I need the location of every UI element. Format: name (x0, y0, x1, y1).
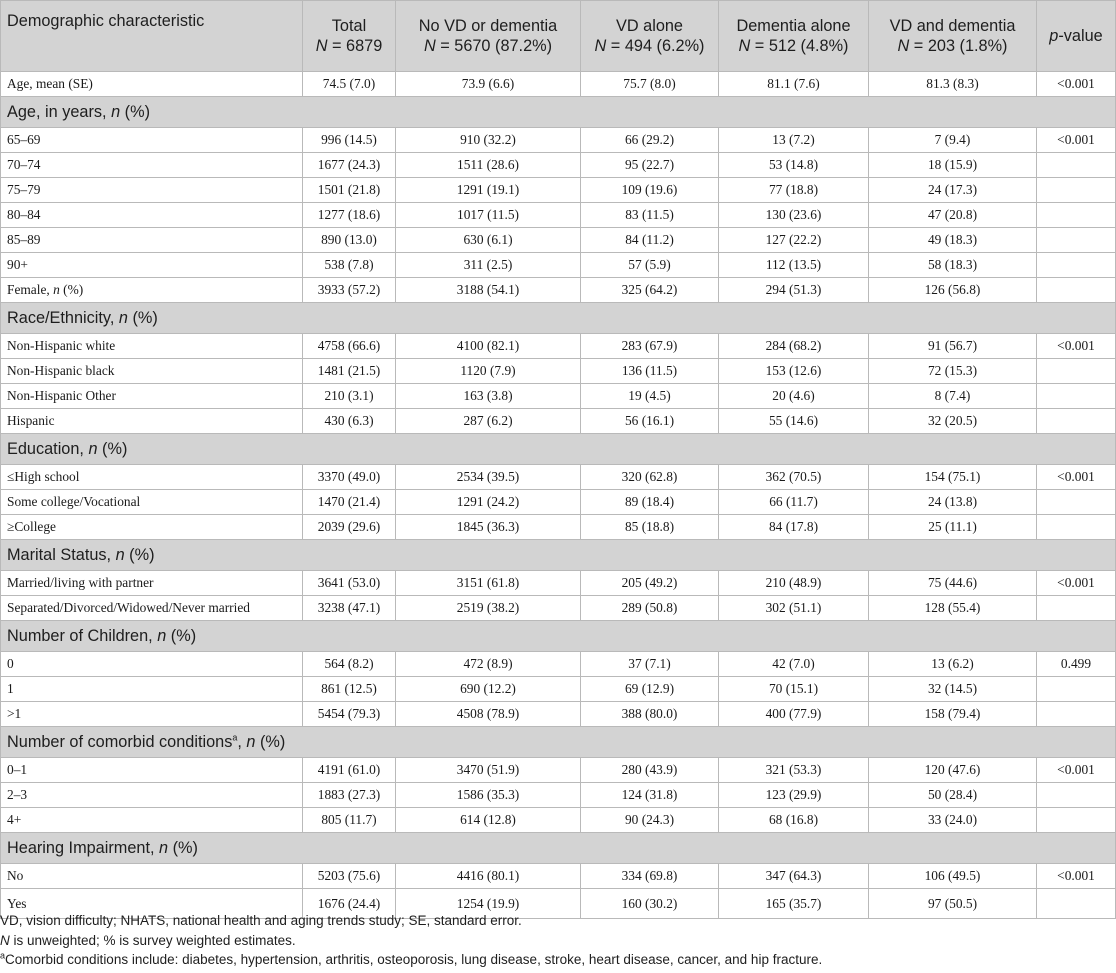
table-row (1, 702, 1116, 727)
cell-vd-alone: 19 (4.5) (581, 384, 719, 409)
section-comorbid-conditions (1, 727, 1116, 758)
table-row (1, 808, 1116, 833)
cell-vd-and-dementia: 58 (18.3) (869, 253, 1037, 278)
cell-no-vd-dementia: 2519 (38.2) (396, 596, 581, 621)
header-characteristic: Demographic characteristic (1, 1, 303, 72)
cell-total: 861 (12.5) (303, 677, 396, 702)
cell-dementia-alone: 347 (64.3) (719, 864, 869, 889)
row-label: Non-Hispanic white (1, 334, 303, 359)
table-row (1, 652, 1116, 677)
cell-dementia-alone: 294 (51.3) (719, 278, 869, 303)
row-label: 85–89 (1, 228, 303, 253)
footnote-abbreviations: VD, vision difficulty; NHATS, national health and aging trends study; SE, standard error. (0, 913, 522, 928)
cell-vd-and-dementia: 32 (14.5) (869, 677, 1037, 702)
cell-vd-alone: 89 (18.4) (581, 490, 719, 515)
cell-vd-alone: 75.7 (8.0) (581, 72, 719, 97)
cell-vd-alone: 289 (50.8) (581, 596, 719, 621)
cell-p-value: <0.001 (1037, 465, 1116, 490)
cell-vd-and-dementia: 24 (13.8) (869, 490, 1037, 515)
cell-dementia-alone: 81.1 (7.6) (719, 72, 869, 97)
cell-p-value (1037, 278, 1116, 303)
cell-total: 3641 (53.0) (303, 571, 396, 596)
cell-vd-and-dementia: 32 (20.5) (869, 409, 1037, 434)
cell-vd-alone: 320 (62.8) (581, 465, 719, 490)
cell-dementia-alone: 13 (7.2) (719, 128, 869, 153)
table-row (1, 72, 1116, 97)
header-total-title: Total (331, 17, 367, 35)
table-row (1, 178, 1116, 203)
cell-no-vd-dementia: 910 (32.2) (396, 128, 581, 153)
cell-no-vd-dementia: 1291 (19.1) (396, 178, 581, 203)
cell-vd-and-dementia: 50 (28.4) (869, 783, 1037, 808)
cell-no-vd-dementia: 1120 (7.9) (396, 359, 581, 384)
cell-vd-and-dementia: 47 (20.8) (869, 203, 1037, 228)
cell-total: 1501 (21.8) (303, 178, 396, 203)
cell-total: 74.5 (7.0) (303, 72, 396, 97)
cell-p-value (1037, 596, 1116, 621)
cell-total: 2039 (29.6) (303, 515, 396, 540)
section-title: Age, in years, n (%) (1, 97, 1116, 128)
cell-vd-alone: 283 (67.9) (581, 334, 719, 359)
cell-vd-and-dementia: 24 (17.3) (869, 178, 1037, 203)
table-row (1, 409, 1116, 434)
cell-p-value (1037, 490, 1116, 515)
cell-total: 1677 (24.3) (303, 153, 396, 178)
cell-no-vd-dementia: 1845 (36.3) (396, 515, 581, 540)
cell-no-vd-dementia: 3188 (54.1) (396, 278, 581, 303)
section-title: Marital Status, n (%) (1, 540, 1116, 571)
cell-vd-alone: 56 (16.1) (581, 409, 719, 434)
cell-vd-alone: 109 (19.6) (581, 178, 719, 203)
cell-vd-and-dementia: 13 (6.2) (869, 652, 1037, 677)
cell-total: 1470 (21.4) (303, 490, 396, 515)
cell-p-value (1037, 677, 1116, 702)
cell-p-value (1037, 178, 1116, 203)
cell-total: 3933 (57.2) (303, 278, 396, 303)
cell-vd-and-dementia: 158 (79.4) (869, 702, 1037, 727)
cell-vd-alone: 85 (18.8) (581, 515, 719, 540)
cell-vd-alone: 66 (29.2) (581, 128, 719, 153)
cell-dementia-alone: 42 (7.0) (719, 652, 869, 677)
cell-total: 1277 (18.6) (303, 203, 396, 228)
cell-dementia-alone: 321 (53.3) (719, 758, 869, 783)
footnote-comorbid: $^a$Comorbid conditions include: diabetes, hypertension, arthritis, osteoporosis, lung disease, stroke, heart disease, cancer, and hip fracture. (0, 950, 823, 967)
cell-vd-alone: 124 (31.8) (581, 783, 719, 808)
row-label: 0–1 (1, 758, 303, 783)
cell-total: 890 (13.0) (303, 228, 396, 253)
cell-dementia-alone: 153 (12.6) (719, 359, 869, 384)
cell-p-value (1037, 783, 1116, 808)
section-title: Number of comorbid conditions$^a$, n (%) (1, 727, 1116, 758)
cell-vd-alone: 37 (7.1) (581, 652, 719, 677)
cell-p-value (1037, 384, 1116, 409)
row-label: Yes (1, 889, 303, 919)
cell-vd-alone: 160 (30.2) (581, 889, 719, 919)
cell-no-vd-dementia: 4508 (78.9) (396, 702, 581, 727)
row-label: Hispanic (1, 409, 303, 434)
cell-p-value (1037, 808, 1116, 833)
cell-p-value (1037, 203, 1116, 228)
row-label: >1 (1, 702, 303, 727)
cell-p-value (1037, 515, 1116, 540)
cell-p-value: <0.001 (1037, 864, 1116, 889)
cell-vd-alone: 136 (11.5) (581, 359, 719, 384)
header-dementia-alone-title: Dementia alone (736, 17, 851, 35)
cell-dementia-alone: 127 (22.2) (719, 228, 869, 253)
cell-no-vd-dementia: 287 (6.2) (396, 409, 581, 434)
table-row (1, 783, 1116, 808)
section-title: Race/Ethnicity, n (%) (1, 303, 1116, 334)
header-dementia-alone (719, 1, 869, 72)
cell-dementia-alone: 130 (23.6) (719, 203, 869, 228)
cell-dementia-alone: 55 (14.6) (719, 409, 869, 434)
cell-vd-and-dementia: 106 (49.5) (869, 864, 1037, 889)
header-dementia-alone-n: N = 512 (4.8%) (738, 37, 849, 55)
cell-total: 4758 (66.6) (303, 334, 396, 359)
row-label: 75–79 (1, 178, 303, 203)
cell-total: 3370 (49.0) (303, 465, 396, 490)
cell-vd-alone: 69 (12.9) (581, 677, 719, 702)
cell-dementia-alone: 302 (51.1) (719, 596, 869, 621)
row-label: 2–3 (1, 783, 303, 808)
cell-total: 996 (14.5) (303, 128, 396, 153)
cell-dementia-alone: 77 (18.8) (719, 178, 869, 203)
section-title: Hearing Impairment, n (%) (1, 833, 1116, 864)
table-row (1, 203, 1116, 228)
footnote-n-note: N is unweighted; % is survey weighted estimates. (0, 932, 296, 948)
cell-no-vd-dementia: 614 (12.8) (396, 808, 581, 833)
header-no-vd-dementia (396, 1, 581, 72)
cell-p-value: <0.001 (1037, 72, 1116, 97)
table-footnotes (0, 911, 1114, 970)
cell-p-value (1037, 409, 1116, 434)
cell-vd-and-dementia: 91 (56.7) (869, 334, 1037, 359)
section-hearing-impairment (1, 833, 1116, 864)
header-vd-and-dementia-n: N = 203 (1.8%) (897, 37, 1008, 55)
table-row (1, 490, 1116, 515)
table-row (1, 334, 1116, 359)
cell-total: 564 (8.2) (303, 652, 396, 677)
row-label: Married/living with partner (1, 571, 303, 596)
table-row (1, 128, 1116, 153)
row-label: 80–84 (1, 203, 303, 228)
cell-p-value: <0.001 (1037, 128, 1116, 153)
row-label: 70–74 (1, 153, 303, 178)
cell-no-vd-dementia: 472 (8.9) (396, 652, 581, 677)
cell-total: 538 (7.8) (303, 253, 396, 278)
cell-vd-and-dementia: 120 (47.6) (869, 758, 1037, 783)
cell-vd-and-dementia: 75 (44.6) (869, 571, 1037, 596)
cell-vd-alone: 334 (69.8) (581, 864, 719, 889)
cell-vd-and-dementia: 97 (50.5) (869, 889, 1037, 919)
table-row (1, 153, 1116, 178)
cell-vd-and-dementia: 126 (56.8) (869, 278, 1037, 303)
header-p-value: p-value (1037, 1, 1116, 72)
cell-vd-and-dementia: 81.3 (8.3) (869, 72, 1037, 97)
row-label: Non-Hispanic Other (1, 384, 303, 409)
cell-dementia-alone: 284 (68.2) (719, 334, 869, 359)
cell-vd-alone: 57 (5.9) (581, 253, 719, 278)
section-education (1, 434, 1116, 465)
header-vd-and-dementia (869, 1, 1037, 72)
cell-total: 5203 (75.6) (303, 864, 396, 889)
header-vd-alone-n: N = 494 (6.2%) (594, 37, 705, 55)
cell-vd-alone: 83 (11.5) (581, 203, 719, 228)
cell-vd-and-dementia: 18 (15.9) (869, 153, 1037, 178)
cell-total: 1676 (24.4) (303, 889, 396, 919)
table-row (1, 864, 1116, 889)
cell-dementia-alone: 123 (29.9) (719, 783, 869, 808)
cell-dementia-alone: 210 (48.9) (719, 571, 869, 596)
cell-no-vd-dementia: 1586 (35.3) (396, 783, 581, 808)
table-row (1, 571, 1116, 596)
table-row (1, 359, 1116, 384)
row-label: 65–69 (1, 128, 303, 153)
cell-vd-and-dementia: 128 (55.4) (869, 596, 1037, 621)
cell-vd-alone: 95 (22.7) (581, 153, 719, 178)
row-label: Non-Hispanic black (1, 359, 303, 384)
table-row (1, 677, 1116, 702)
cell-total: 1883 (27.3) (303, 783, 396, 808)
cell-no-vd-dementia: 2534 (39.5) (396, 465, 581, 490)
header-vd-alone-title: VD alone (616, 17, 683, 35)
cell-no-vd-dementia: 3151 (61.8) (396, 571, 581, 596)
header-total-n: N = 6879 (315, 37, 383, 55)
cell-p-value (1037, 228, 1116, 253)
table-row (1, 228, 1116, 253)
cell-vd-and-dementia: 72 (15.3) (869, 359, 1037, 384)
cell-p-value: 0.499 (1037, 652, 1116, 677)
cell-no-vd-dementia: 630 (6.1) (396, 228, 581, 253)
cell-no-vd-dementia: 1511 (28.6) (396, 153, 581, 178)
cell-total: 4191 (61.0) (303, 758, 396, 783)
cell-total: 1481 (21.5) (303, 359, 396, 384)
cell-vd-and-dementia: 8 (7.4) (869, 384, 1037, 409)
table-row (1, 465, 1116, 490)
row-label: 1 (1, 677, 303, 702)
section-number-of-children (1, 621, 1116, 652)
cell-vd-alone: 388 (80.0) (581, 702, 719, 727)
header-no-vd-dementia-title: No VD or dementia (418, 17, 558, 35)
row-label: 90+ (1, 253, 303, 278)
row-label: Some college/Vocational (1, 490, 303, 515)
cell-p-value (1037, 153, 1116, 178)
cell-vd-alone: 280 (43.9) (581, 758, 719, 783)
cell-total: 5454 (79.3) (303, 702, 396, 727)
cell-no-vd-dementia: 73.9 (6.6) (396, 72, 581, 97)
cell-vd-and-dementia: 7 (9.4) (869, 128, 1037, 153)
cell-no-vd-dementia: 1291 (24.2) (396, 490, 581, 515)
row-label: No (1, 864, 303, 889)
cell-p-value (1037, 702, 1116, 727)
cell-dementia-alone: 84 (17.8) (719, 515, 869, 540)
cell-vd-alone: 205 (49.2) (581, 571, 719, 596)
cell-vd-and-dementia: 33 (24.0) (869, 808, 1037, 833)
cell-p-value: <0.001 (1037, 758, 1116, 783)
section-title: Education, n (%) (1, 434, 1116, 465)
cell-dementia-alone: 70 (15.1) (719, 677, 869, 702)
row-label: Female, n (%) (1, 278, 303, 303)
cell-dementia-alone: 400 (77.9) (719, 702, 869, 727)
cell-dementia-alone: 112 (13.5) (719, 253, 869, 278)
section-title: Number of Children, n (%) (1, 621, 1116, 652)
cell-vd-and-dementia: 154 (75.1) (869, 465, 1037, 490)
header-total (303, 1, 396, 72)
cell-vd-alone: 325 (64.2) (581, 278, 719, 303)
cell-no-vd-dementia: 311 (2.5) (396, 253, 581, 278)
cell-vd-and-dementia: 49 (18.3) (869, 228, 1037, 253)
header-no-vd-dementia-n: N = 5670 (87.2%) (423, 37, 553, 55)
table-row (1, 278, 1116, 303)
section-race-ethnicity (1, 303, 1116, 334)
cell-dementia-alone: 20 (4.6) (719, 384, 869, 409)
cell-no-vd-dementia: 690 (12.2) (396, 677, 581, 702)
cell-no-vd-dementia: 163 (3.8) (396, 384, 581, 409)
header-row (1, 1, 1116, 72)
cell-dementia-alone: 165 (35.7) (719, 889, 869, 919)
section-age (1, 97, 1116, 128)
header-vd-alone (581, 1, 719, 72)
row-label: Age, mean (SE) (1, 72, 303, 97)
cell-total: 805 (11.7) (303, 808, 396, 833)
row-label: ≤High school (1, 465, 303, 490)
cell-total: 430 (6.3) (303, 409, 396, 434)
row-label: 4+ (1, 808, 303, 833)
cell-dementia-alone: 362 (70.5) (719, 465, 869, 490)
cell-vd-and-dementia: 25 (11.1) (869, 515, 1037, 540)
row-label: ≥College (1, 515, 303, 540)
table-row (1, 384, 1116, 409)
cell-no-vd-dementia: 1254 (19.9) (396, 889, 581, 919)
cell-total: 210 (3.1) (303, 384, 396, 409)
cell-no-vd-dementia: 4100 (82.1) (396, 334, 581, 359)
table-row (1, 758, 1116, 783)
cell-dementia-alone: 68 (16.8) (719, 808, 869, 833)
cell-p-value: <0.001 (1037, 334, 1116, 359)
cell-p-value (1037, 359, 1116, 384)
header-vd-and-dementia-title: VD and dementia (889, 17, 1016, 35)
cell-p-value: <0.001 (1037, 571, 1116, 596)
cell-dementia-alone: 53 (14.8) (719, 153, 869, 178)
cell-vd-alone: 90 (24.3) (581, 808, 719, 833)
table-row (1, 596, 1116, 621)
section-marital-status (1, 540, 1116, 571)
row-label: 0 (1, 652, 303, 677)
cell-vd-alone: 84 (11.2) (581, 228, 719, 253)
cell-total: 3238 (47.1) (303, 596, 396, 621)
table-row (1, 253, 1116, 278)
row-label: Separated/Divorced/Widowed/Never married (1, 596, 303, 621)
cell-no-vd-dementia: 4416 (80.1) (396, 864, 581, 889)
cell-p-value (1037, 253, 1116, 278)
cell-no-vd-dementia: 3470 (51.9) (396, 758, 581, 783)
cell-dementia-alone: 66 (11.7) (719, 490, 869, 515)
table-row (1, 515, 1116, 540)
cell-no-vd-dementia: 1017 (11.5) (396, 203, 581, 228)
